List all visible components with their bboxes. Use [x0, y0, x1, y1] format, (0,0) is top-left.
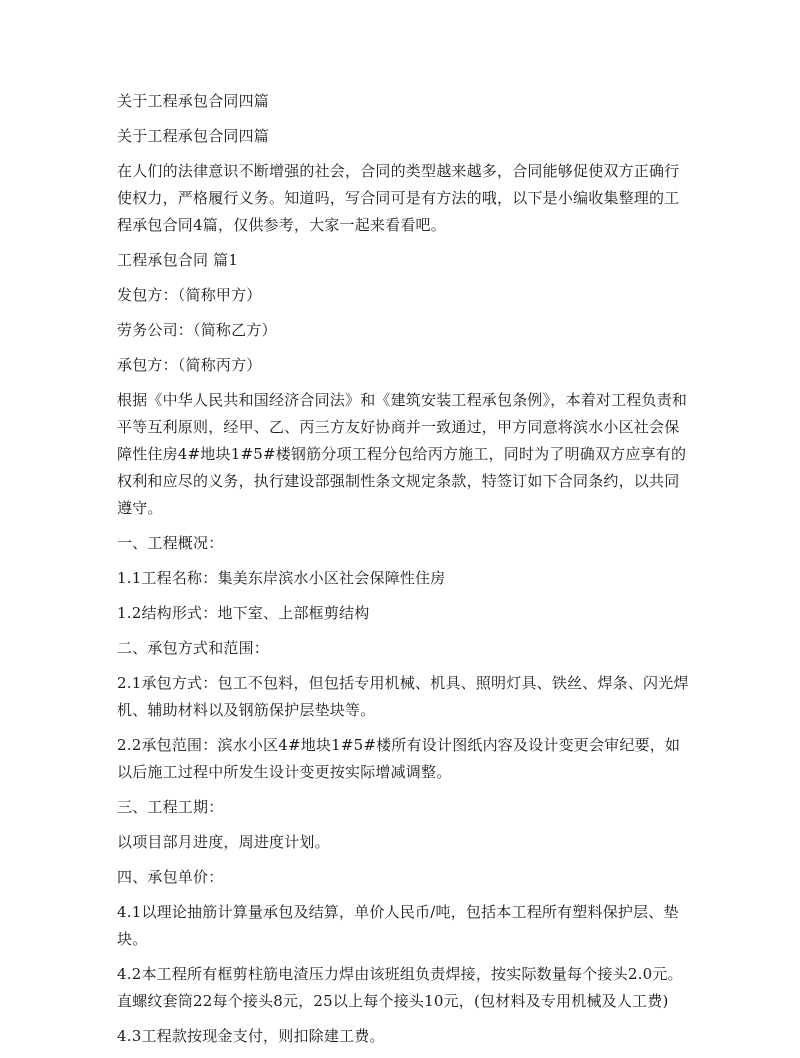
- intro-paragraph: 在人们的法律意识不断增强的社会，合同的类型越来越多，合同能够促使双方正确行使权力，严格履行义务。知道吗，写合同可是有方法的哦，以下是小编收集整理的工程承包合同4篇，仅供参考，大家一起来看看吧。: [117, 162, 680, 234]
- clause-2-2: 2.2承包范围：滨水小区4#地块1#5#楼所有设计图纸内容及设计变更会审纪要，如以后施工过程中所发生设计变更按实际增减调整。: [117, 736, 681, 781]
- schedule-text: 以项目部月进度，周进度计划。: [117, 833, 330, 851]
- clause-1-2: 1.2结构形式：地下室、上部框剪结构: [117, 604, 370, 622]
- heading-schedule: 三、工程工期：: [117, 798, 224, 816]
- clause-1-1: 1.1工程名称：集美东岸滨水小区社会保障性住房: [117, 569, 446, 587]
- party-labor-company: 劳务公司：（简称乙方）: [117, 321, 277, 339]
- document-page: [117, 88, 689, 1058]
- document-title: 关于工程承包合同四篇: [117, 92, 270, 110]
- heading-unit-price: 四、承包单价：: [117, 868, 224, 886]
- heading-contract-scope: 二、承包方式和范围：: [117, 639, 270, 657]
- preamble-paragraph: 根据《中华人民共和国经济合同法》和《建筑安装工程承包条例》，本着对工程负责和平等互利原则，经甲、乙、丙三方友好协商并一致通过，甲方同意将滨水小区社会保障性住房4#地块1#5#楼钢筋分项工程分包给丙方施工，同时为了明确双方应享有的权利和应尽的义务，执行建设部强制性条文规定条款，特签订如下合同条约，以共同遵守。: [117, 391, 688, 517]
- party-contractor: 承包方：（简称丙方）: [117, 356, 262, 374]
- document-subtitle: 关于工程承包合同四篇: [117, 127, 270, 145]
- party-employer: 发包方：（简称甲方）: [117, 286, 262, 304]
- heading-project-overview: 一、工程概况：: [117, 534, 224, 552]
- clause-2-1: 2.1承包方式：包工不包料，但包括专用机械、机具、照明灯具、铁丝、焊条、闪光焊机、辅助材料以及钢筋保护层垫块等。: [117, 674, 689, 719]
- clause-4-1: 4.1以理论抽筋计算量承包及结算，单价人民币/吨，包括本工程所有塑料保护层、垫块。: [117, 903, 679, 948]
- clause-4-3: 4.3工程款按现金支付，则扣除建工费。: [117, 1027, 385, 1045]
- clause-4-2: 4.2本工程所有框剪柱筋电渣压力焊由该班组负责焊接，按实际数量每个接头2.0元。直螺纹套筒22每个接头8元，25以上每个接头10元，(包材料及专用机械及人工费): [117, 965, 683, 1010]
- section-heading-contract-1: 工程承包合同 篇1: [117, 251, 239, 269]
